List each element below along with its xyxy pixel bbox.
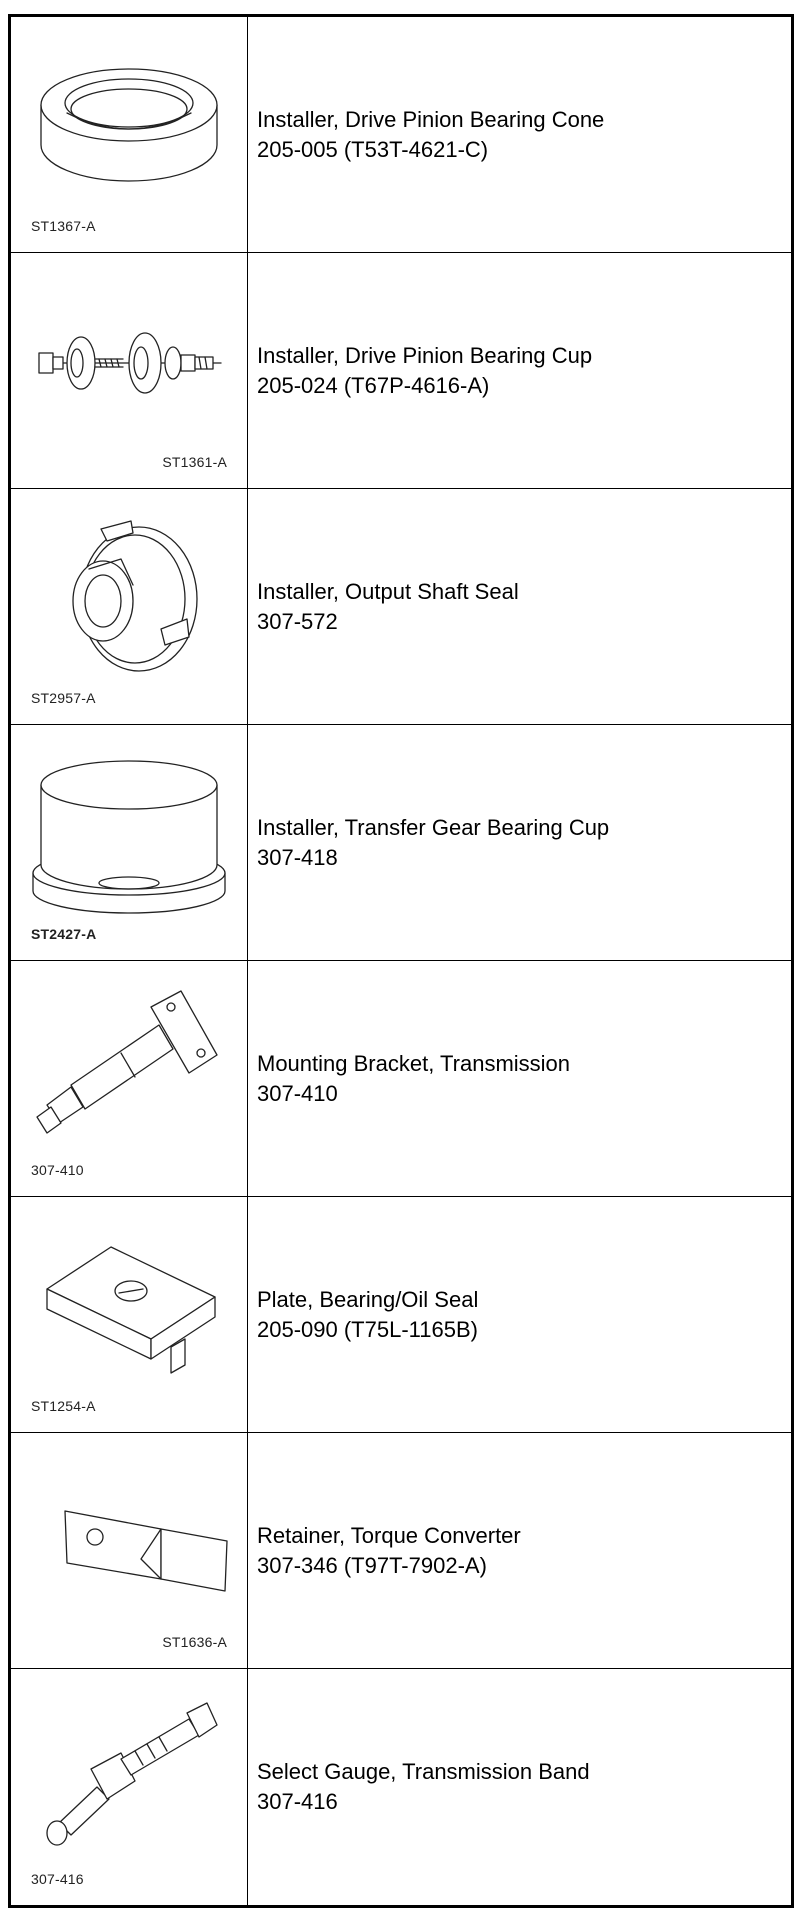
tool-name: Retainer, Torque Converter: [257, 1523, 521, 1548]
tool-row: [11, 17, 791, 253]
tool-illustration-cell: [11, 1433, 248, 1668]
tool-illustration-cell: [11, 961, 248, 1196]
tool-number: 307-346 (T97T-7902-A): [257, 1553, 487, 1578]
tool-name: Mounting Bracket, Transmission: [257, 1051, 571, 1076]
band-gauge-icon: [11, 1669, 247, 1905]
tool-row: [11, 253, 791, 489]
illustration-code: ST2957-A: [31, 690, 96, 706]
tool-name: Installer, Drive Pinion Bearing Cone: [257, 107, 605, 132]
tool-illustration-cell: [11, 725, 248, 960]
tool-illustration-cell: [11, 1197, 248, 1432]
tool-row: [11, 1433, 791, 1669]
tool-description-cell: [257, 253, 777, 488]
illustration-code: 307-410: [31, 1162, 84, 1178]
tool-description-cell: [257, 1197, 777, 1432]
illustration-code: ST1254-A: [31, 1398, 96, 1414]
tool-number: 205-005 (T53T-4621-C): [257, 137, 489, 162]
tool-description-cell: [257, 1669, 777, 1905]
illustration-code: ST2427-A: [31, 926, 97, 942]
tool-number: 307-418: [257, 845, 338, 870]
tool-number: 205-024 (T67P-4616-A): [257, 373, 490, 398]
tool-illustration-cell: [11, 489, 248, 724]
tool-row: [11, 1197, 791, 1433]
tool-name: Select Gauge, Transmission Band: [257, 1759, 590, 1784]
tool-description-cell: [257, 17, 777, 252]
tool-number: 307-572: [257, 609, 338, 634]
illustration-code: ST1367-A: [31, 218, 96, 234]
tool-description-cell: [257, 1433, 777, 1668]
tool-name: Installer, Output Shaft Seal: [257, 579, 519, 604]
tool-row: [11, 1669, 791, 1905]
illustration-code: ST1636-A: [162, 1634, 227, 1650]
tool-number: 307-416: [257, 1789, 338, 1814]
tool-row: [11, 961, 791, 1197]
tool-name: Plate, Bearing/Oil Seal: [257, 1287, 479, 1312]
tool-name: Installer, Drive Pinion Bearing Cup: [257, 343, 593, 368]
tool-illustration-cell: [11, 253, 248, 488]
tool-row: [11, 725, 791, 961]
tool-description-cell: [257, 489, 777, 724]
tool-number: 307-410: [257, 1081, 338, 1106]
tool-description-cell: [257, 961, 777, 1196]
tool-name: Installer, Transfer Gear Bearing Cup: [257, 815, 610, 840]
tool-illustration-cell: [11, 17, 248, 252]
tool-number: 205-090 (T75L-1165B): [257, 1317, 478, 1342]
tool-row: [11, 489, 791, 725]
special-tools-table: [8, 14, 794, 1908]
tool-description-cell: [257, 725, 777, 960]
illustration-code: 307-416: [31, 1871, 84, 1887]
illustration-code: ST1361-A: [162, 454, 227, 470]
tool-illustration-cell: [11, 1669, 248, 1905]
